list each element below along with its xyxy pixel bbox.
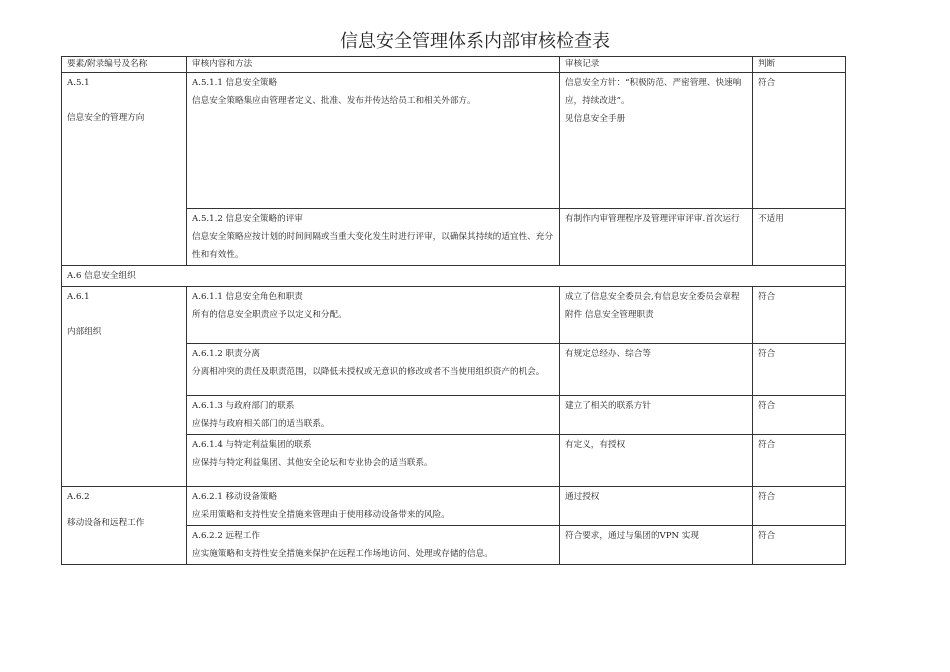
element-cell	[62, 287, 187, 487]
element-cell	[62, 73, 187, 266]
verdict-cell: 不适用	[753, 209, 846, 266]
column-header-record: 审核记录	[560, 57, 753, 73]
content-cell	[187, 209, 560, 266]
record-cell	[560, 73, 753, 209]
record-cell: 有制作内审管理程序及管理评审评审.首次运行	[560, 209, 753, 266]
element-name: 信息安全的管理方向	[67, 113, 145, 123]
control-description: 信息安全策略应按计划的时间间隔或当重大变化发生时进行评审，以确保其持续的适宜性、充分性和有效性。	[192, 232, 553, 260]
record-cell: 建立了相关的联系方针	[560, 396, 753, 435]
control-description: 所有的信息安全职责应予以定义和分配。	[192, 310, 347, 320]
record-text: 成立了信息安全委员会,有信息安全委员会章程 附件 信息安全管理职责	[565, 292, 740, 320]
control-description: 应保持与政府相关部门的适当联系。	[192, 419, 330, 429]
verdict-cell: 符合	[753, 344, 846, 396]
record-cell: 符合要求，通过与集团的VPN 实现	[560, 526, 753, 565]
control-title: A.5.1.2 信息安全策略的评审	[192, 214, 303, 224]
element-name: 移动设备和远程工作	[67, 518, 145, 528]
content-cell	[187, 526, 560, 565]
section-row	[62, 266, 846, 287]
content-cell	[187, 344, 560, 396]
control-description: 应保持与特定利益集团、其他安全论坛和专业协会的适当联系。	[192, 458, 433, 468]
record-cell: 有规定总经办、综合等	[560, 344, 753, 396]
page-title: 信息安全管理体系内部审核检查表	[340, 31, 610, 52]
column-header-verdict: 判断	[753, 57, 846, 73]
control-title: A.5.1.1 信息安全策略	[192, 78, 278, 88]
record-cell: 有定义，有授权	[560, 435, 753, 487]
content-cell	[187, 435, 560, 487]
content-cell	[187, 487, 560, 526]
element-code: A.6.1	[67, 292, 90, 302]
control-description: 分离相冲突的责任及职责范围，以降低未授权或无意识的修改或者不当使用组织资产的机会。	[192, 367, 545, 377]
control-title: A.6.1.3 与政府部门的联系	[192, 401, 295, 411]
control-description: 信息安全策略集应由管理者定义、批准、发布并传达给员工和相关外部方。	[192, 96, 476, 106]
verdict-cell: 符合	[753, 287, 846, 344]
element-code: A.5.1	[67, 78, 90, 88]
record-text: 信息安全方针：“积极防范、严密管理、快速响应，持续改进”。 见信息安全手册	[565, 78, 742, 124]
verdict-cell: 符合	[753, 435, 846, 487]
control-title: A.6.2.1 移动设备策略	[192, 492, 278, 502]
control-title: A.6.1.4 与特定利益集团的联系	[192, 440, 312, 450]
control-title: A.6.2.2 远程工作	[192, 531, 260, 541]
control-description: 应采用策略和支持性安全措施来管理由于使用移动设备带来的风险。	[192, 510, 450, 520]
element-name: 内部组织	[67, 327, 102, 337]
section-title: A.6 信息安全组织	[62, 266, 846, 287]
content-cell	[187, 73, 560, 209]
table-row	[62, 487, 846, 526]
control-description: 应实施策略和支持性安全措施来保护在远程工作场地访问、处理或存储的信息。	[192, 549, 493, 559]
element-code: A.6.2	[67, 492, 90, 502]
column-header-element: 要素/附录编号及名称	[62, 57, 187, 73]
column-header-content: 审核内容和方法	[187, 57, 560, 73]
control-title: A.6.1.2 职责分离	[192, 349, 260, 359]
verdict-cell: 符合	[753, 526, 846, 565]
verdict-cell: 符合	[753, 396, 846, 435]
audit-checklist-table	[61, 56, 846, 565]
table-row	[62, 287, 846, 344]
table-header-row	[62, 57, 846, 73]
content-cell	[187, 287, 560, 344]
control-title: A.6.1.1 信息安全角色和职责	[192, 292, 303, 302]
verdict-cell: 符合	[753, 73, 846, 209]
record-cell: 通过授权	[560, 487, 753, 526]
verdict-cell: 符合	[753, 487, 846, 526]
content-cell	[187, 396, 560, 435]
table-row	[62, 73, 846, 209]
element-cell	[62, 487, 187, 565]
record-cell	[560, 287, 753, 344]
